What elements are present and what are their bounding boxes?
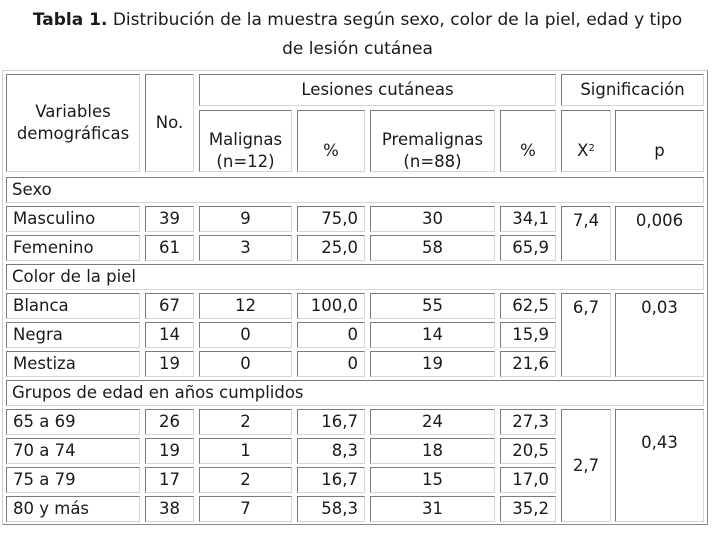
cell-pct-malignas: 25,0 bbox=[297, 235, 365, 261]
section-title-color-piel: Color de la piel bbox=[6, 264, 704, 290]
header-pct-premalignas: % bbox=[500, 110, 556, 172]
cell-pct-malignas: 16,7 bbox=[297, 467, 365, 493]
header-malignas: Malignas (n=12) bbox=[199, 110, 292, 172]
cell-pct-malignas: 0 bbox=[297, 351, 365, 377]
cell-pct-premalignas: 15,9 bbox=[500, 322, 556, 348]
row-label: 75 a 79 bbox=[6, 467, 140, 493]
header-no: No. bbox=[145, 74, 194, 172]
cell-premalignas: 55 bbox=[370, 293, 495, 319]
cell-pct-premalignas: 27,3 bbox=[500, 409, 556, 435]
cell-p: 0,03 bbox=[615, 293, 704, 377]
row-label: Mestiza bbox=[6, 351, 140, 377]
header-lesiones: Lesiones cutáneas bbox=[199, 74, 556, 106]
row-label: Masculino bbox=[6, 206, 140, 232]
header-pct-malignas: % bbox=[297, 110, 365, 172]
row-label: Blanca bbox=[6, 293, 140, 319]
cell-x2: 2,7 bbox=[561, 409, 611, 522]
cell-pct-premalignas: 20,5 bbox=[500, 438, 556, 464]
cell-malignas: 7 bbox=[199, 496, 292, 522]
cell-malignas: 2 bbox=[199, 467, 292, 493]
x2-superscript: 2 bbox=[588, 143, 595, 154]
cell-no: 39 bbox=[145, 206, 194, 232]
header-variables: Variables demográficas bbox=[6, 74, 140, 172]
cell-premalignas: 15 bbox=[370, 467, 495, 493]
x2-base: X bbox=[577, 141, 589, 160]
cell-p: 0,43 bbox=[615, 409, 704, 522]
cell-pct-premalignas: 65,9 bbox=[500, 235, 556, 261]
cell-pct-premalignas: 62,5 bbox=[500, 293, 556, 319]
caption-label: Tabla 1. bbox=[32, 10, 108, 30]
cell-malignas: 2 bbox=[199, 409, 292, 435]
cell-premalignas: 31 bbox=[370, 496, 495, 522]
cell-premalignas: 24 bbox=[370, 409, 495, 435]
row-label: 65 a 69 bbox=[6, 409, 140, 435]
cell-no: 14 bbox=[145, 322, 194, 348]
cell-pct-malignas: 0 bbox=[297, 322, 365, 348]
cell-malignas: 9 bbox=[199, 206, 292, 232]
cell-no: 19 bbox=[145, 438, 194, 464]
cell-malignas: 12 bbox=[199, 293, 292, 319]
cell-premalignas: 58 bbox=[370, 235, 495, 261]
header-significacion: Significación bbox=[561, 74, 704, 106]
cell-no: 19 bbox=[145, 351, 194, 377]
cell-malignas: 0 bbox=[199, 351, 292, 377]
caption-line-1 bbox=[0, 6, 715, 35]
cell-pct-premalignas: 17,0 bbox=[500, 467, 556, 493]
table-caption bbox=[0, 6, 715, 64]
cell-x2: 7,4 bbox=[561, 206, 611, 261]
section-title-edad: Grupos de edad en años cumplidos bbox=[6, 380, 704, 406]
row-label: Femenino bbox=[6, 235, 140, 261]
caption-text-1: Distribución de la muestra según sexo, color de la piel, edad y tipo bbox=[112, 10, 683, 30]
cell-malignas: 1 bbox=[199, 438, 292, 464]
cell-no: 26 bbox=[145, 409, 194, 435]
row-label: 80 y más bbox=[6, 496, 140, 522]
cell-pct-malignas: 8,3 bbox=[297, 438, 365, 464]
header-premalignas: Premalignas (n=88) bbox=[370, 110, 495, 172]
cell-pct-malignas: 100,0 bbox=[297, 293, 365, 319]
cell-premalignas: 18 bbox=[370, 438, 495, 464]
header-p: p bbox=[615, 110, 704, 172]
cell-premalignas: 14 bbox=[370, 322, 495, 348]
cell-no: 67 bbox=[145, 293, 194, 319]
cell-x2: 6,7 bbox=[561, 293, 611, 377]
cell-no: 17 bbox=[145, 467, 194, 493]
cell-pct-premalignas: 34,1 bbox=[500, 206, 556, 232]
cell-no: 61 bbox=[145, 235, 194, 261]
cell-pct-malignas: 58,3 bbox=[297, 496, 365, 522]
cell-p: 0,006 bbox=[615, 206, 704, 261]
cell-pct-premalignas: 21,6 bbox=[500, 351, 556, 377]
section-title-sexo: Sexo bbox=[6, 177, 704, 203]
row-label: Negra bbox=[6, 322, 140, 348]
cell-pct-malignas: 75,0 bbox=[297, 206, 365, 232]
cell-pct-premalignas: 35,2 bbox=[500, 496, 556, 522]
cell-pct-malignas: 16,7 bbox=[297, 409, 365, 435]
header-x2 bbox=[561, 110, 611, 172]
row-label: 70 a 74 bbox=[6, 438, 140, 464]
cell-premalignas: 19 bbox=[370, 351, 495, 377]
cell-premalignas: 30 bbox=[370, 206, 495, 232]
caption-text-2: de lesión cutánea bbox=[282, 39, 433, 59]
cell-no: 38 bbox=[145, 496, 194, 522]
cell-malignas: 0 bbox=[199, 322, 292, 348]
cell-malignas: 3 bbox=[199, 235, 292, 261]
